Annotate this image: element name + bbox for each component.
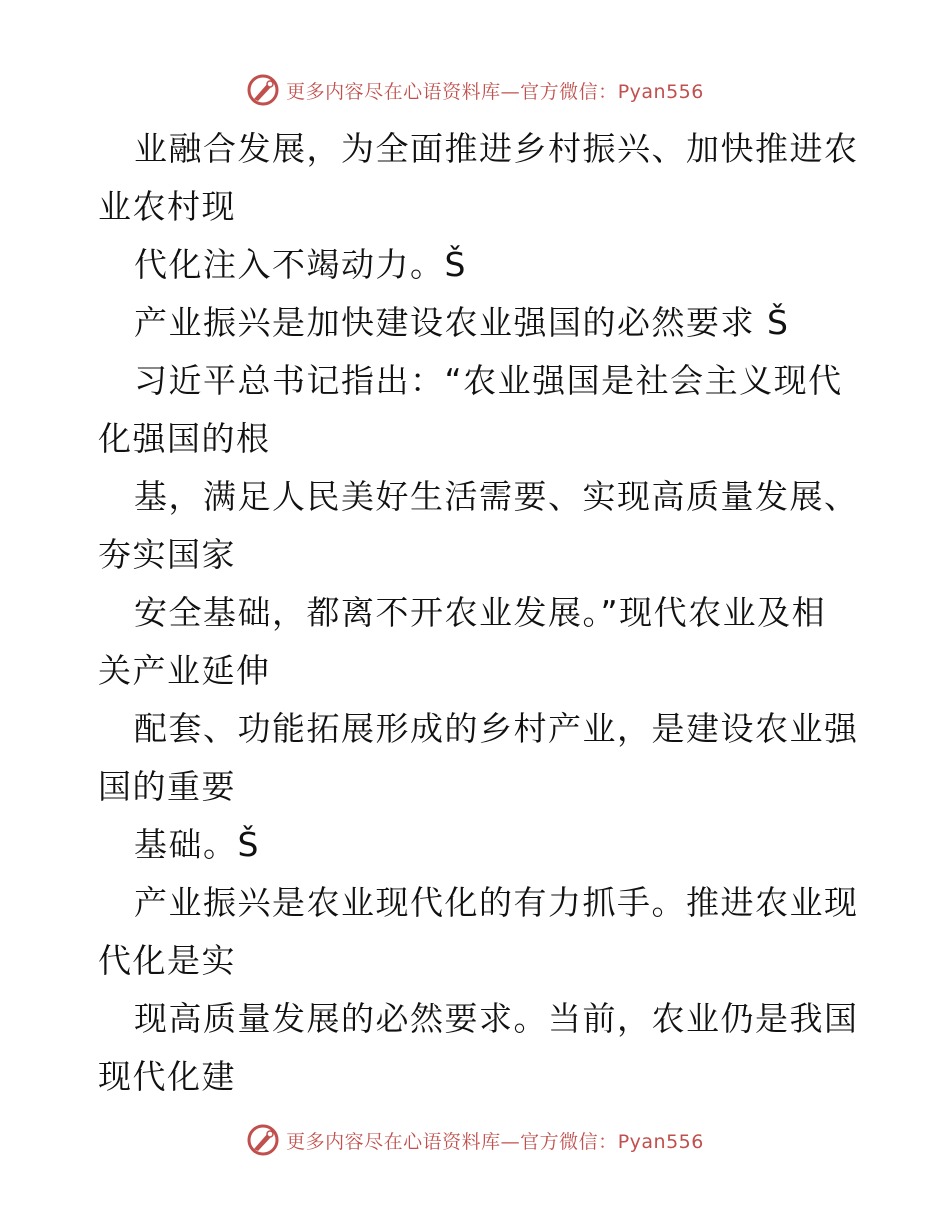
body-line: 产业振兴是农业现代化的有力抓手。推进农业现 [134,883,859,922]
body-line: 安全基础，都离不开农业发展。”现代农业及相 [134,593,827,632]
body-line: 化强国的根 [98,419,271,458]
body-line: 代化是实 [98,941,236,980]
body-line: 现高质量发展的必然要求。当前，农业仍是我国 [134,999,859,1038]
body-line: 配套、功能拓展形成的乡村产业，是建设农业强 [134,709,859,748]
body-line: 夯实国家 [98,535,236,574]
footer-banner [0,1120,950,1160]
body-line: 基，满足人民美好生活需要、实现高质量发展、 [134,477,859,516]
body-line: 国的重要 [98,767,236,806]
body-line: 业融合发展，为全面推进乡村振兴、加快推进农 [134,129,859,168]
body-line: 产业振兴是加快建设农业强国的必然要求 Š [134,303,790,342]
footer-banner-text: 更多内容尽在心语资料库—官方微信：Pyan556 [286,1130,704,1153]
body-line: 习近平总书记指出：“农业强国是社会主义现代 [134,361,843,400]
document-body [98,120,858,1106]
pen-logo-icon [246,1123,280,1157]
body-line: 业农村现 [98,187,236,226]
header-banner-text: 更多内容尽在心语资料库—官方微信：Pyan556 [286,80,704,103]
body-line: 现代化建 [98,1057,236,1096]
body-line: 关产业延伸 [98,651,271,690]
body-line: 代化注入不竭动力。Š [134,245,467,284]
pen-logo-icon [246,73,280,107]
header-banner [0,70,950,110]
body-line: 基础。Š [134,825,260,864]
